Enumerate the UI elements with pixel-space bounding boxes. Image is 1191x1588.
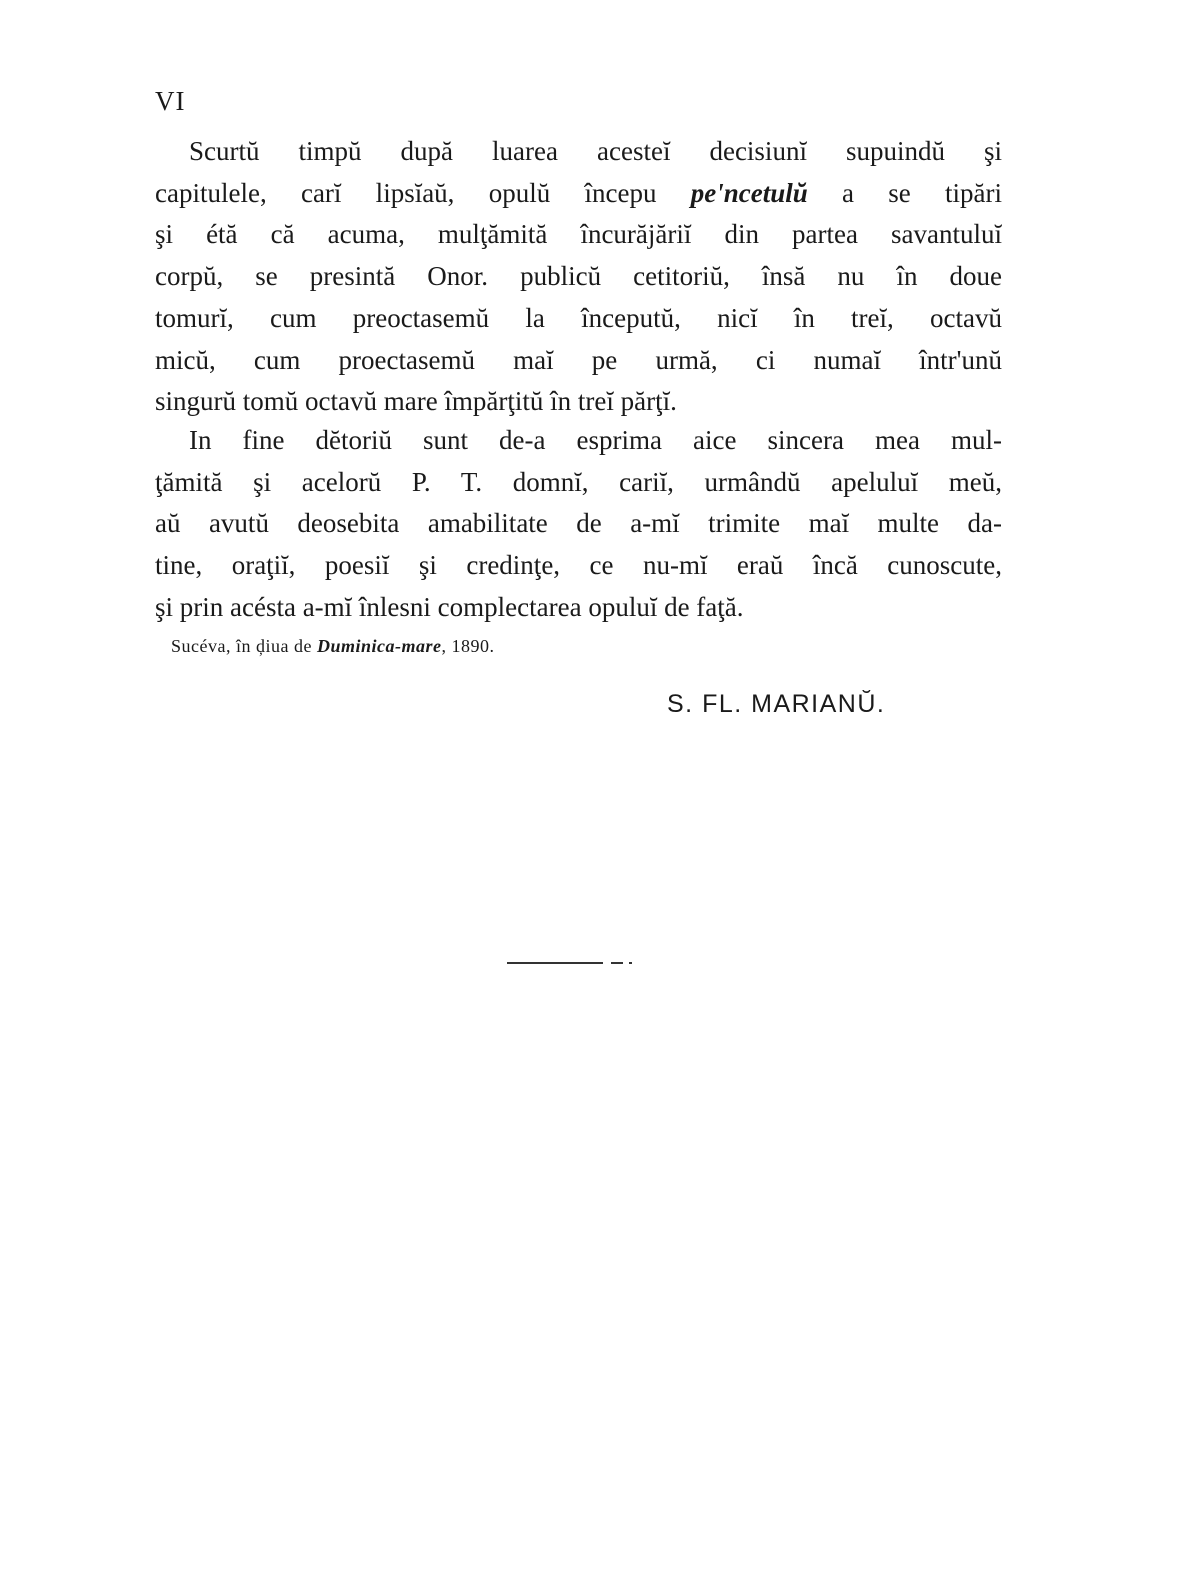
text-line (155, 173, 1002, 215)
text-line: In fine dĕtoriŭ sunt de-a esprima aice sincera mea mul- (189, 425, 1002, 455)
divider-long-dash (507, 962, 603, 964)
divider-short-dash (611, 962, 623, 964)
dateline-year: , 1890. (441, 636, 495, 656)
text-line: singurŭ tomŭ octavŭ mare împărţitŭ în treĭ părţĭ. (155, 386, 677, 417)
italic-phrase: pe'ncetulŭ (690, 177, 808, 208)
text-line: ţămită şi acelorŭ P. T. domnĭ, cariĭ, urmândŭ apeluluĭ meŭ, (155, 466, 1002, 497)
dateline (171, 636, 494, 657)
text-line: aŭ avutŭ deosebita amabilitate de a-mĭ trimite maĭ multe da- (155, 508, 1002, 539)
text-line: Scurtŭ timpŭ după luarea acesteĭ decisiunĭ supuindŭ şi (189, 136, 1002, 166)
text-line: micŭ, cum proectasemŭ maĭ pe urmă, ci numaĭ într'unŭ (155, 344, 1002, 375)
dateline-day: Duminica-mare (316, 636, 442, 656)
text-segment: capitulele, carĭ lipsĭaŭ, opulŭ începu (155, 177, 691, 208)
text-line: tomurĭ, cum preoctasemŭ la începutŭ, nicĭ în treĭ, octavŭ (155, 302, 1002, 333)
end-rule-divider (507, 962, 633, 964)
text-line: şi étă că acuma, mulţămită încurăjăriĭ din partea savantuluĭ (155, 219, 1002, 250)
dateline-place: Sucéva, în ḑiua de (171, 636, 317, 656)
author-signature: S. FL. MARIANŬ. (667, 690, 886, 718)
divider-dot (629, 962, 632, 964)
page-number: VI (155, 86, 186, 116)
text-line: şi prin acésta a-mĭ înlesni complectarea opuluĭ de faţă. (155, 591, 744, 622)
text-line: corpŭ, se presintă Onor. publicŭ cetitoriŭ, însă nu în doue (155, 261, 1002, 292)
text-segment: a se tipări (807, 177, 1002, 208)
text-line: tine, oraţiĭ, poesiĭ şi credinţe, ce nu-mĭ eraŭ încă cunoscute, (155, 550, 1002, 581)
preface-paragraph-1 (155, 131, 1002, 423)
preface-paragraph-2 (155, 420, 1002, 629)
